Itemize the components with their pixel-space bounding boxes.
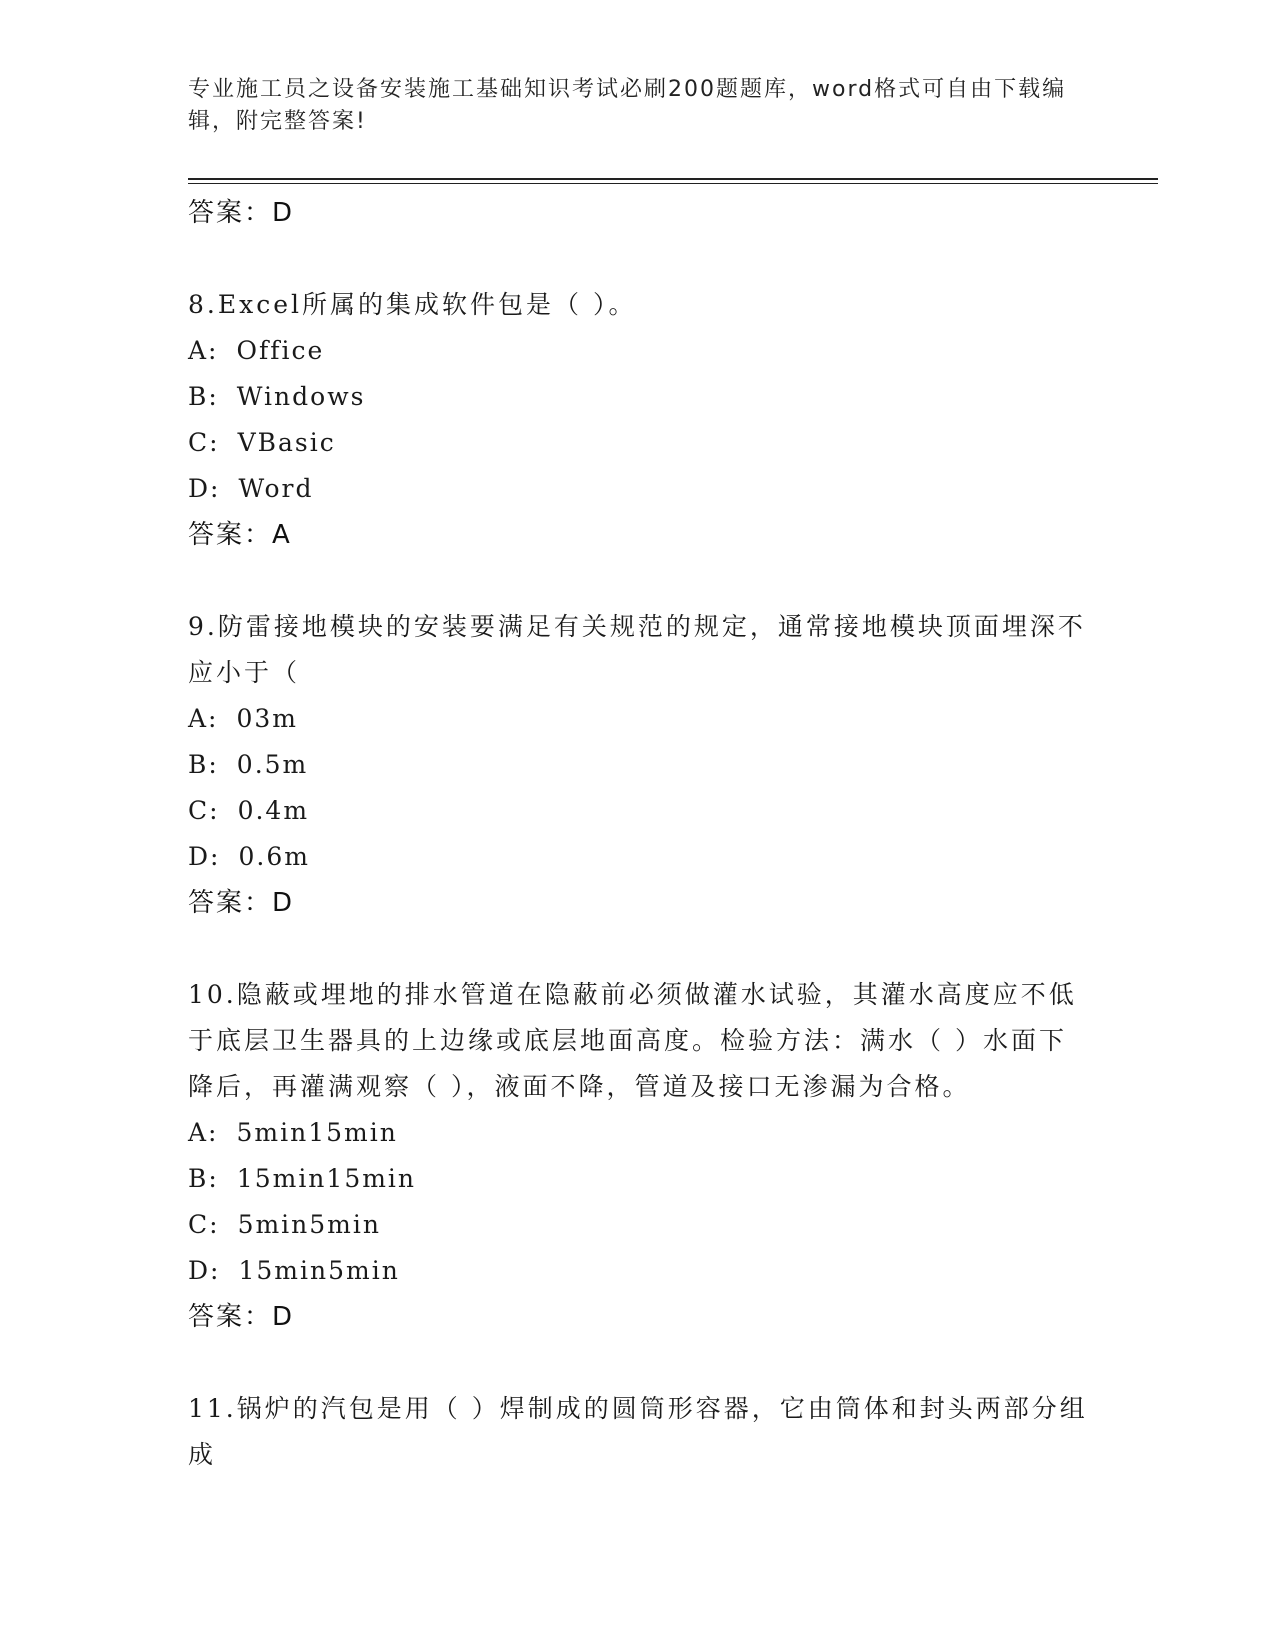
question-block — [188, 972, 1088, 1340]
option-letter: D: — [188, 474, 221, 503]
option-c — [188, 420, 1088, 466]
question-text: 10.隐蔽或埋地的排水管道在隐蔽前必须做灌水试验，其灌水高度应不低于底层卫生器具的上边缘或底层地面高度。检验方法：满水（ ）水面下降后，再灌满观察（ ），液面不降，管道及接口无渗漏为合格。 — [188, 980, 1077, 1101]
option-b — [188, 742, 1088, 788]
option-d — [188, 1248, 1088, 1294]
option-letter: B: — [188, 1164, 219, 1193]
option-letter: B: — [188, 382, 219, 411]
option-a — [188, 1110, 1088, 1156]
option-c — [188, 788, 1088, 834]
option-text: 5min15min — [236, 1118, 398, 1147]
option-text: 15min5min — [238, 1256, 400, 1285]
answer-label: 答案：D — [188, 1302, 295, 1332]
option-text: 03m — [236, 704, 299, 733]
question-block — [188, 282, 1088, 558]
page-header: 专业施工员之设备安装施工基础知识考试必刷200题题库，word格式可自由下载编辑，附完整答案! — [188, 77, 1067, 134]
header-rule-thick — [188, 178, 1158, 180]
option-text: 0.4m — [237, 796, 310, 825]
option-letter: A: — [188, 336, 219, 365]
option-text: 5min5min — [237, 1210, 381, 1239]
answer-label: 答案：D — [188, 198, 295, 228]
question-text: 8.Excel所属的集成软件包是（ ）。 — [188, 290, 637, 319]
option-letter: C: — [188, 1210, 220, 1239]
option-letter: C: — [188, 428, 220, 457]
option-letter: A: — [188, 704, 219, 733]
option-letter: D: — [188, 842, 221, 871]
option-text: Word — [238, 474, 314, 503]
question-block — [188, 604, 1088, 926]
option-a — [188, 328, 1088, 374]
answer-label: 答案：A — [188, 520, 292, 550]
option-letter: D: — [188, 1256, 221, 1285]
option-a — [188, 696, 1088, 742]
option-b — [188, 374, 1088, 420]
question-text: 9.防雷接地模块的安装要满足有关规范的规定，通常接地模块顶面埋深不应小于（ — [188, 612, 1086, 687]
answer-label: 答案：D — [188, 888, 295, 918]
question-block — [188, 1386, 1088, 1478]
question-list — [188, 190, 1088, 1478]
option-letter: B: — [188, 750, 219, 779]
option-letter: A: — [188, 1118, 219, 1147]
option-d — [188, 466, 1088, 512]
option-text: 0.5m — [236, 750, 309, 779]
option-text: Office — [236, 336, 325, 365]
option-text: Windows — [236, 382, 366, 411]
option-b — [188, 1156, 1088, 1202]
option-text: 0.6m — [238, 842, 310, 871]
option-letter: C: — [188, 796, 220, 825]
option-c — [188, 1202, 1088, 1248]
option-text: VBasic — [237, 428, 336, 457]
header-rule-thin — [188, 183, 1158, 184]
option-d — [188, 834, 1088, 880]
option-text: 15min15min — [236, 1164, 417, 1193]
question-text: 11.锅炉的汽包是用（ ）焊制成的圆筒形容器，它由筒体和封头两部分组成 — [188, 1394, 1088, 1469]
